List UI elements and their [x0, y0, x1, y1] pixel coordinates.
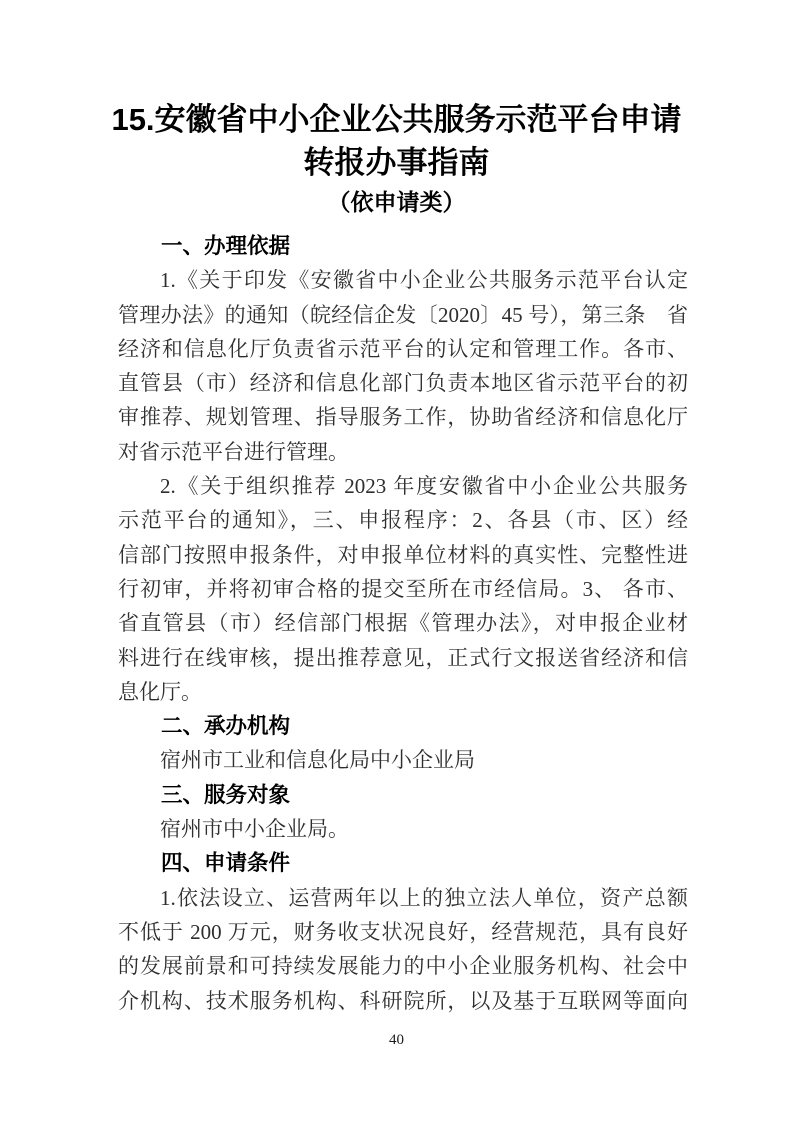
body-text-line: 省直管县（市）经信部门根据《管理办法》，对申报企业材: [118, 611, 688, 636]
body-text-line: 信部门按照申报条件，对申报单位材料的真实性、完整性进: [118, 542, 688, 567]
body-text-line: 的发展前景和可持续发展能力的中小企业服务机构、社会中: [118, 954, 688, 979]
body-text-line: 介机构、技术服务机构、科研院所，以及基于互联网等面向: [118, 988, 688, 1013]
body-text-line: 管理办法》的通知（皖经信企发〔2020〕45 号），第三条 省: [118, 302, 688, 327]
body-text-line: 1.《关于印发《安徽省中小企业公共服务示范平台认定: [160, 268, 688, 293]
body-text-line: 经济和信息化厅负责省示范平台的认定和管理工作。各市、: [118, 336, 688, 361]
section-heading: 一、办理依据: [161, 234, 291, 258]
document-subtitle: （依申请类）: [327, 190, 466, 215]
body-text-line: 息化厅。: [118, 679, 202, 704]
body-text-line: 直管县（市）经济和信息化部门负责本地区省示范平台的初: [118, 371, 688, 396]
document-title-line1: 15.安徽省中小企业公共服务示范平台申请: [111, 102, 682, 137]
body-text-line: 示范平台的通知》，三、申报程序：2、各县（市、区）经: [118, 508, 688, 533]
body-text-line: 宿州市中小企业局。: [160, 817, 349, 842]
body-text-line: 不低于 200 万元，财务收支状况良好，经营规范，具有良好: [118, 919, 688, 944]
section-heading: 二、承办机构: [161, 714, 291, 739]
section-heading: 四、申请条件: [161, 851, 291, 876]
body-text-line: 宿州市工业和信息化局中小企业局: [160, 748, 475, 773]
body-text-line: 对省示范平台进行管理。: [118, 439, 349, 464]
body-text-line: 料进行在线审核，提出推荐意见，正式行文报送省经济和信: [118, 645, 688, 670]
document-title-line2: 转报办事指南: [303, 145, 490, 180]
body-text-line: 审推荐、规划管理、指导服务工作，协助省经济和信息化厅: [118, 405, 688, 430]
body-text-line: 1.依法设立、运营两年以上的独立法人单位，资产总额: [160, 885, 688, 910]
document-body: [118, 229, 688, 1018]
page-number: 40: [389, 1032, 404, 1048]
body-text-line: 2.《关于组织推荐 2023 年度安徽省中小企业公共服务: [160, 474, 688, 499]
document-title: [0, 98, 793, 184]
body-text-line: 行初审，并将初审合格的提交至所在市经信局。3、 各市、: [118, 576, 688, 601]
section-heading: 三、服务对象: [161, 782, 291, 807]
